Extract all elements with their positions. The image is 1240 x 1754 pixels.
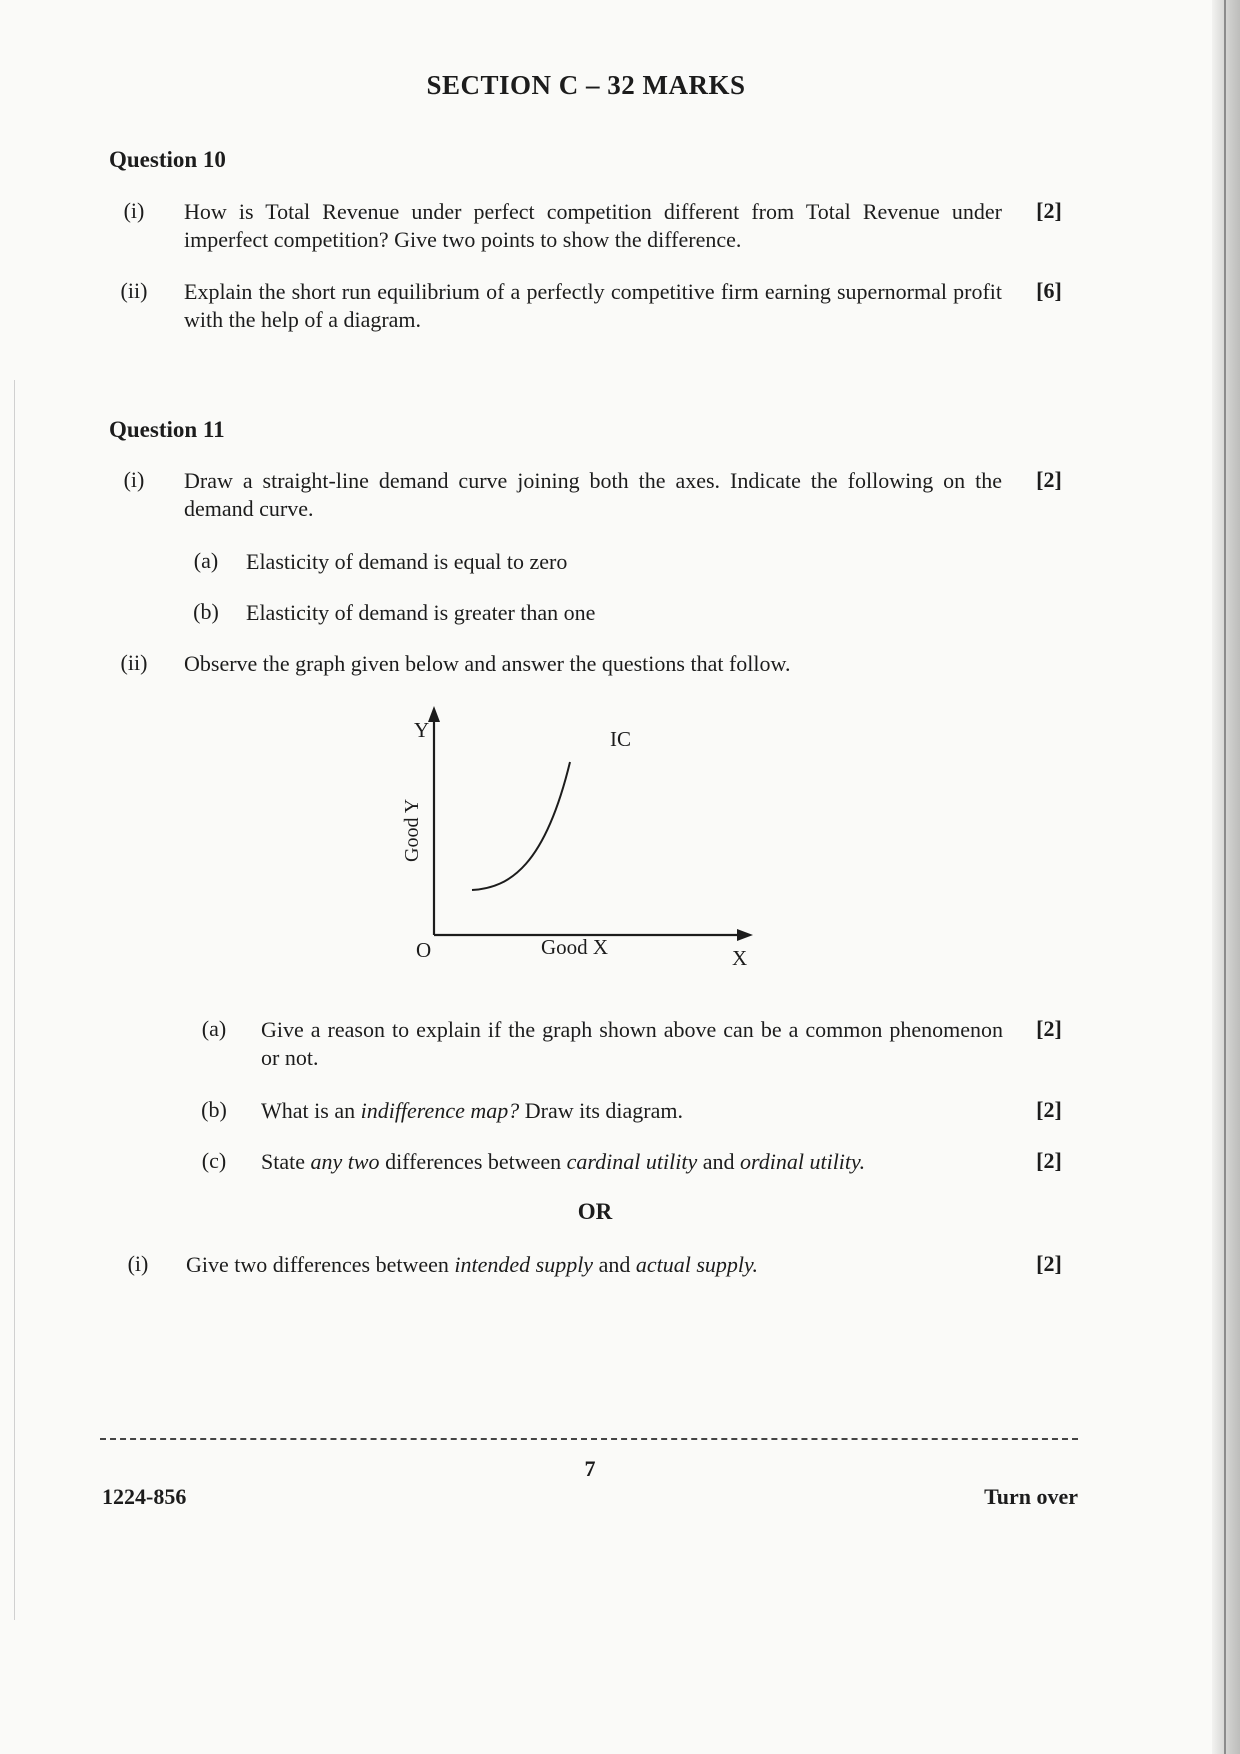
q11-ii-a-text: Give a reason to explain if the graph shown above can be a common phenomenon or not.	[261, 1017, 1003, 1070]
y-axis-arrowhead	[428, 706, 440, 722]
q10-ii-number: (ii)	[120, 278, 148, 303]
question-10-heading: Question 10	[109, 147, 226, 172]
footer-dashed-rule	[100, 1438, 1078, 1440]
q11-i-a-text: Elasticity of demand is equal to zero	[246, 549, 568, 574]
section-title: SECTION C – 32 MARKS	[426, 70, 746, 100]
q11-alt-i-text-mid: and	[593, 1252, 636, 1277]
q11-ii-b-text-post: Draw its diagram.	[519, 1098, 683, 1123]
q11-ii-c-text-mid-2: and	[697, 1149, 740, 1174]
q11-ii-number: (ii)	[120, 650, 148, 675]
q11-ii-c-text-pre: State	[261, 1149, 311, 1174]
q10-ii-marks: [6]	[1036, 278, 1062, 303]
q11-ii-text: Observe the graph given below and answer the questions that follow.	[184, 651, 791, 676]
paper-code: 1224-856	[102, 1484, 187, 1509]
q11-ii-a-marks: [2]	[1036, 1016, 1062, 1041]
q11-ii-b-letter: (b)	[201, 1097, 227, 1122]
q11-ii-c-text-emphasis-2: cardinal utility	[566, 1149, 698, 1174]
q11-ii-b-text	[261, 1097, 1003, 1125]
q11-alt-i-text-emphasis-1: intended supply	[454, 1252, 594, 1277]
indifference-curve-graph	[390, 700, 780, 970]
or-separator: OR	[577, 1199, 613, 1224]
q11-ii-a-letter: (a)	[201, 1016, 227, 1041]
page-left-rule	[14, 380, 15, 1620]
q11-i-b-letter: (b)	[193, 599, 219, 624]
y-axis-title: Good Y	[401, 798, 423, 862]
q11-alt-i-text-pre: Give two differences between	[186, 1252, 455, 1277]
q11-i-a-letter: (a)	[193, 548, 219, 573]
q11-i-marks: [2]	[1036, 467, 1062, 492]
q11-ii-b-text-emphasis: indifference map?	[360, 1098, 520, 1123]
q11-ii-c-text-emphasis-1: any two	[310, 1149, 380, 1174]
ic-curve	[472, 762, 570, 890]
turn-over-label: Turn over	[984, 1484, 1078, 1509]
q11-ii-b-marks: [2]	[1036, 1097, 1062, 1122]
q11-ii-c-text	[261, 1148, 1003, 1176]
q11-alt-i-text-emphasis-2: actual supply.	[635, 1252, 759, 1277]
q11-alt-i-marks: [2]	[1036, 1251, 1062, 1276]
q11-i-b-text: Elasticity of demand is greater than one	[246, 600, 596, 625]
q10-i-text: How is Total Revenue under perfect competition different from Total Revenue under imperfect competition? Give two points to show the difference.	[184, 199, 1002, 252]
page-number: 7	[584, 1456, 596, 1481]
q11-i-number: (i)	[123, 467, 145, 492]
q11-alt-i-text	[186, 1251, 1004, 1279]
question-11-heading: Question 11	[109, 417, 225, 442]
q10-i-number: (i)	[123, 198, 145, 223]
x-axis-letter: X	[732, 946, 748, 970]
q11-ii-c-text-emphasis-3: ordinal utility.	[740, 1149, 866, 1174]
q11-ii-c-marks: [2]	[1036, 1148, 1062, 1173]
q11-ii-b-text-pre: What is an	[261, 1098, 361, 1123]
q10-ii-text: Explain the short run equilibrium of a perfectly competitive firm earning supernormal profit with the help of a diagram.	[184, 279, 1002, 332]
x-axis-arrowhead	[737, 929, 753, 941]
q11-ii-c-letter: (c)	[201, 1148, 227, 1173]
q11-alt-i-number: (i)	[127, 1251, 149, 1276]
x-axis-title: Good X	[541, 935, 609, 959]
page-edge-shadow	[1212, 0, 1240, 1754]
page-edge-line	[1224, 0, 1226, 1754]
ic-label: IC	[610, 727, 631, 751]
origin-label: O	[416, 938, 432, 962]
q11-ii-c-text-mid: differences between	[379, 1149, 567, 1174]
y-axis-letter: Y	[414, 718, 430, 742]
q11-i-text: Draw a straight-line demand curve joining both the axes. Indicate the following on the demand curve.	[184, 468, 1002, 521]
q10-i-marks: [2]	[1036, 198, 1062, 223]
